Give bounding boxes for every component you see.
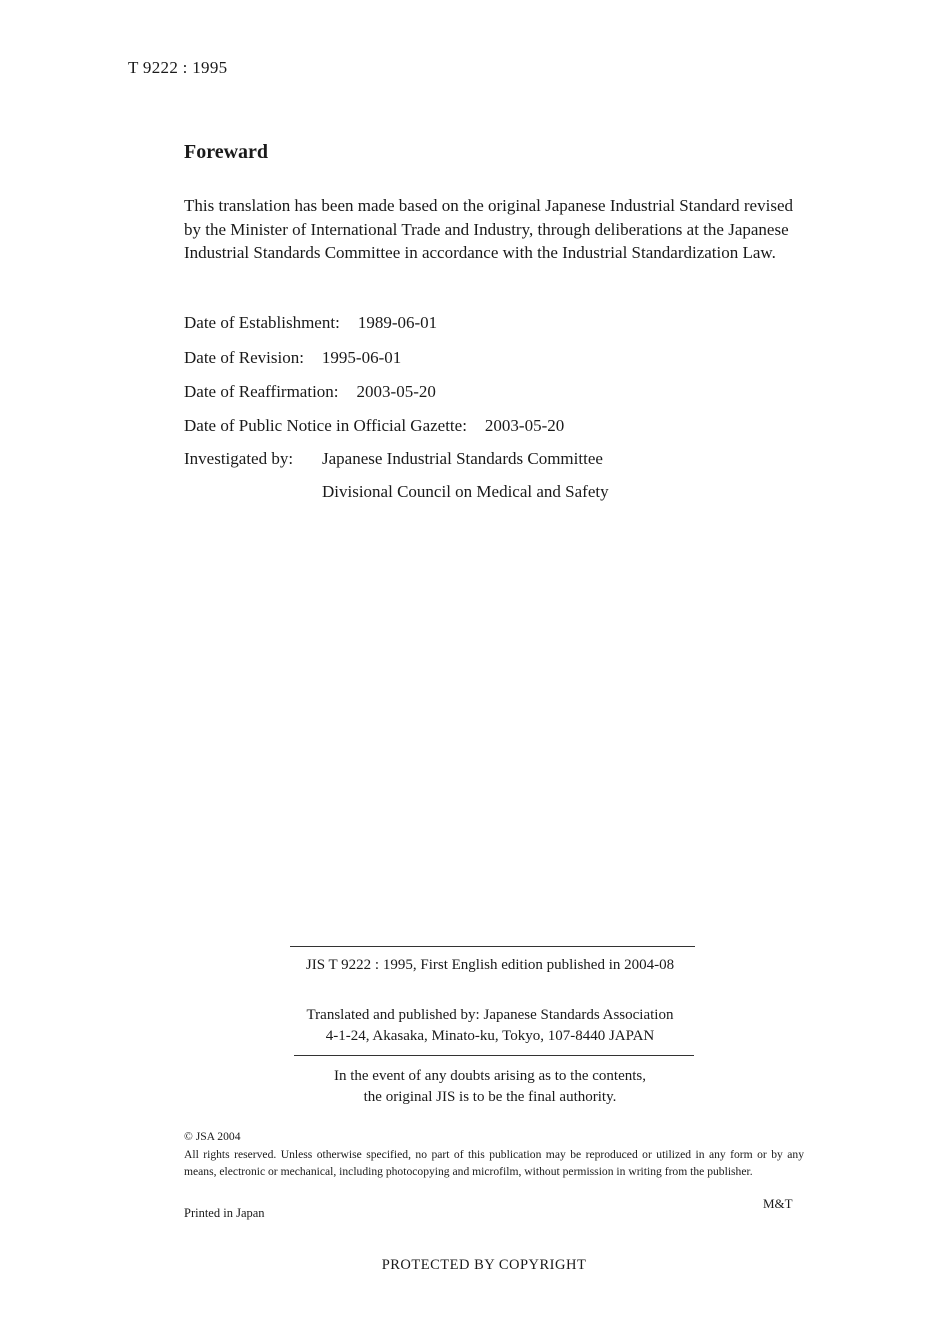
date-reaffirmation-value: 2003-05-20 — [356, 382, 436, 401]
authority-line-1: In the event of any doubts arising as to the contents, — [333, 1068, 646, 1084]
date-public-notice — [184, 416, 564, 436]
authority-line-2: the original JIS is to be the final authority. — [363, 1089, 617, 1105]
printed-in: Printed in Japan — [184, 1206, 265, 1220]
date-establishment-value: 1989-06-01 — [357, 313, 438, 332]
date-reaffirmation-label: Date of Reaffirmation: — [184, 382, 339, 401]
edition-line: JIS T 9222 : 1995, First English edition published in 2004-08 — [305, 957, 675, 973]
publisher-line-2: 4-1-24, Akasaka, Minato-ku, Tokyo, 107-8440 JAPAN — [325, 1028, 655, 1044]
copyright-block — [184, 1128, 804, 1181]
copyright-notice: All rights reserved. Unless otherwise specified, no part of this publication may be reproduced or utilized in any form or by any means, electronic or mechanical, including photocopying and microfilm, without permission in writing from the publisher. — [184, 1147, 804, 1178]
copyright-holder: © JSA 2004 — [184, 1130, 241, 1143]
document-code: T 9222 : 1995 — [128, 58, 228, 77]
date-public-notice-label: Date of Public Notice in Official Gazette: — [184, 416, 467, 435]
date-establishment — [184, 313, 437, 333]
date-establishment-label: Date of Establishment: — [184, 313, 340, 332]
date-public-notice-value: 2003-05-20 — [484, 416, 565, 435]
publisher-line-1: Translated and published by: Japanese Standards Association — [306, 1007, 674, 1023]
page-title: Foreward — [184, 141, 269, 163]
intro-paragraph: This translation has been made based on the original Japanese Industrial Standard revised by the Minister of International Trade and Industry, through deliberations at the Japanese Industrial Standards Committee in accordance with the Industrial Standardization Law. — [184, 196, 793, 263]
investigated-by-line-2: Divisional Council on Medical and Safety — [322, 482, 609, 501]
date-revision-value: 1995-06-01 — [321, 348, 402, 367]
investigated-by-line-1: Japanese Industrial Standards Committee — [322, 449, 603, 468]
mt-mark: M&T — [763, 1196, 793, 1211]
date-reaffirmation — [184, 382, 436, 402]
rule-top — [290, 946, 695, 947]
authority-block — [270, 1066, 710, 1108]
protected-footer: PROTECTED BY COPYRIGHT — [381, 1257, 587, 1273]
rule-bottom — [294, 1055, 694, 1056]
date-revision-label: Date of Revision: — [184, 348, 304, 367]
date-revision — [184, 348, 401, 368]
investigated-by-label: Investigated by: — [184, 449, 294, 468]
publisher-block — [260, 1005, 720, 1047]
